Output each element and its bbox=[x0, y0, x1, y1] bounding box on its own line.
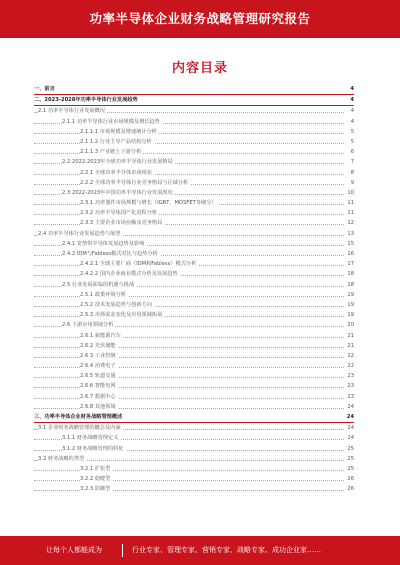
toc-entry[interactable] bbox=[34, 127, 354, 137]
toc-entry-label: 2.2.1 全球功率半导体市场现状 bbox=[80, 168, 154, 178]
toc-entry-page: 6 bbox=[349, 147, 354, 157]
toc-entry-page: 13 bbox=[345, 229, 354, 239]
toc-entry-page: 23 bbox=[345, 392, 354, 402]
toc-entry-label: 一、前言 bbox=[34, 84, 57, 94]
toc-entry-page: 19 bbox=[345, 290, 354, 300]
toc-entry[interactable] bbox=[34, 178, 354, 188]
toc-entry-label: 2.6.5 轨道交通 bbox=[80, 371, 118, 381]
report-header bbox=[0, 0, 400, 38]
toc-entry-page: 8 bbox=[349, 168, 354, 178]
toc-entry[interactable] bbox=[34, 117, 354, 127]
toc-entry-label: 2.1.1.1 市场规模及增速统计分析 bbox=[80, 127, 159, 137]
toc-entry[interactable] bbox=[34, 371, 354, 381]
toc-entry-page: 23 bbox=[345, 371, 354, 381]
toc-entry-page: 20 bbox=[345, 320, 354, 330]
toc-entry-label: 2.1.1 功率半导体行业市场规模及增长趋势 bbox=[62, 117, 162, 127]
toc-entry-label: 2.4 功率半导体行业发展趋势与展望 bbox=[38, 229, 123, 239]
toc-entry-label: 2.6.7 数据中心 bbox=[80, 392, 118, 402]
toc-entry[interactable] bbox=[34, 381, 354, 391]
toc-entry-label: 2.6.8 其他领域 bbox=[80, 402, 118, 412]
toc-entry[interactable] bbox=[34, 402, 354, 412]
toc-entry-page: 25 bbox=[345, 444, 354, 454]
toc-entry-label: 2.1 功率半导体行业发展概况 bbox=[38, 106, 107, 116]
toc-entry[interactable] bbox=[34, 269, 354, 279]
toc-entry-page: 4 bbox=[348, 84, 354, 94]
toc-entry[interactable] bbox=[34, 218, 354, 228]
toc-entry[interactable] bbox=[34, 454, 354, 464]
toc-entry[interactable] bbox=[34, 300, 354, 310]
toc-entry-page: 11 bbox=[345, 198, 354, 208]
toc-entry[interactable] bbox=[34, 208, 354, 218]
toc-entry[interactable] bbox=[34, 320, 354, 330]
footer-banner bbox=[0, 536, 400, 565]
toc-entry-label: 3.2.2 稳健型 bbox=[80, 474, 112, 484]
toc-entry-page: 18 bbox=[345, 280, 354, 290]
toc-entry[interactable] bbox=[34, 464, 354, 474]
toc-entry-label: 2.5 行业发展面临的机遇与挑战 bbox=[62, 280, 136, 290]
toc-entry[interactable] bbox=[34, 106, 354, 116]
toc-entry[interactable] bbox=[34, 433, 354, 443]
toc-entry-page: 10 bbox=[345, 188, 354, 198]
toc-entry[interactable] bbox=[34, 188, 354, 198]
toc-entry[interactable] bbox=[34, 361, 354, 371]
toc-entry-label: 2.4.2.1 全球主要厂商（IDM和Fabless）模式分析 bbox=[80, 259, 198, 269]
toc-entry-page: 5 bbox=[349, 137, 354, 147]
toc-entry-page: 22 bbox=[345, 361, 354, 371]
toc-entry-label: 2.5.3 市场需求变化及应用领域拓展 bbox=[80, 310, 164, 320]
toc-entry-page: 24 bbox=[345, 402, 354, 412]
toc-entry-label: 2.6 下游应用领域分析 bbox=[62, 320, 115, 330]
toc-entry[interactable] bbox=[34, 351, 354, 361]
toc-entry[interactable] bbox=[34, 259, 354, 269]
toc-entry-page: 23 bbox=[345, 381, 354, 391]
toc-entry-page: 7 bbox=[349, 157, 354, 167]
toc-entry[interactable] bbox=[34, 147, 354, 157]
toc-entry-label: 2.6.1 新能源汽车 bbox=[80, 331, 123, 341]
report-title: 功率半导体企业财务战略管理研究报告 bbox=[89, 11, 311, 26]
toc-entry-label: 2.1.1.3 产业链上下游分析 bbox=[80, 147, 143, 157]
toc-entry-page: 26 bbox=[345, 474, 354, 484]
toc-entry[interactable] bbox=[34, 392, 354, 402]
toc-entry-page: 24 bbox=[345, 433, 354, 443]
toc-entry-page: 17 bbox=[345, 259, 354, 269]
toc-entry-page: 26 bbox=[345, 484, 354, 494]
toc-entry-page: 11 bbox=[345, 208, 354, 218]
toc-entry-label: 3.1 企业财务战略管理的概念及内涵 bbox=[38, 423, 123, 433]
toc-entry[interactable] bbox=[34, 137, 354, 147]
toc-entry[interactable] bbox=[34, 331, 354, 341]
toc-entry-page: 21 bbox=[345, 331, 354, 341]
toc-entry-label: 2.6.2 光伏储能 bbox=[80, 341, 118, 351]
toc-heading: 内容目录 bbox=[171, 61, 228, 76]
toc-entry[interactable] bbox=[34, 95, 354, 106]
toc-entry-label: 3.1.1 财务战略管理定义 bbox=[62, 433, 120, 443]
toc-entry[interactable] bbox=[34, 341, 354, 351]
toc-entry-page: 15 bbox=[345, 239, 354, 249]
footer-tagline: 行业专家、管理专家、营销专家、战略专家、成功企业家…… bbox=[132, 546, 321, 554]
toc-entry-label: 2.3 2022-2023年中国功率半导体行业发展现状 bbox=[62, 188, 175, 198]
toc-entry-page: 24 bbox=[345, 423, 354, 433]
toc-entry[interactable] bbox=[34, 84, 354, 95]
toc-entry[interactable] bbox=[34, 484, 354, 494]
footer-slogan: 让每个人都能成为 bbox=[46, 546, 102, 554]
toc-entry-label: 二、2023-2028年功率半导体行业发展趋势 bbox=[34, 95, 140, 105]
toc-entry[interactable] bbox=[34, 157, 354, 167]
toc-entry-label: 2.5.1 政策环境分析 bbox=[80, 290, 128, 300]
toc-entry[interactable] bbox=[34, 280, 354, 290]
toc-entry-label: 2.2.2 全球功率半导体行业竞争格局与区域分析 bbox=[80, 178, 190, 188]
toc-entry-label: 2.6.6 智能电网 bbox=[80, 381, 118, 391]
toc-entry-page: 25 bbox=[345, 454, 354, 464]
toc-entry-label: 2.4.2.2 国内企业商业模式分析及发展趋势 bbox=[80, 269, 180, 279]
toc-entry-label: 3.1.2 财务战略管理的特征 bbox=[62, 444, 126, 454]
toc-entry-label: 2.3.2 功率半导体国产化进程分析 bbox=[80, 208, 159, 218]
toc-entry-page: 4 bbox=[349, 106, 354, 116]
toc-entry[interactable] bbox=[34, 290, 354, 300]
toc-entry[interactable] bbox=[34, 412, 354, 423]
toc-entry-label: 3.2 财务战略的类型 bbox=[38, 454, 86, 464]
toc-entry-page: 19 bbox=[345, 300, 354, 310]
toc-entry-page: 16 bbox=[345, 249, 354, 259]
toc-entry-page: 22 bbox=[345, 351, 354, 361]
toc-entry-page: 18 bbox=[345, 269, 354, 279]
toc-entry-label: 2.2 2022-2023年全球功率半导体行业发展格局 bbox=[62, 157, 175, 167]
toc-entry-label: 2.6.4 消费电子 bbox=[80, 361, 118, 371]
toc-entry-page: 25 bbox=[345, 464, 354, 474]
toc-entry-page: 4 bbox=[349, 117, 354, 127]
toc-entry-page: 5 bbox=[349, 127, 354, 137]
toc-entry-label: 3.2.1 扩张型 bbox=[80, 464, 112, 474]
toc-entry[interactable] bbox=[34, 423, 354, 433]
toc-entry-page: 19 bbox=[345, 310, 354, 320]
footer-divider bbox=[122, 544, 123, 557]
toc-entry-label: 2.1.1.2 行业主导产品结构分析 bbox=[80, 137, 154, 147]
toc-entry-label: 三、功率半导体企业财务战略管理概述 bbox=[34, 412, 124, 422]
toc-entry[interactable] bbox=[34, 168, 354, 178]
toc-entry-page: 21 bbox=[345, 341, 354, 351]
toc-entry-page: 12 bbox=[345, 218, 354, 228]
toc-entry[interactable] bbox=[34, 198, 354, 208]
toc-entry-label: 2.4.2 IDM与Fabless模式对比与趋势分析 bbox=[62, 249, 160, 259]
toc-entry-page: 24 bbox=[345, 412, 354, 422]
toc-entry-label: 2.5.2 技术发展趋势与创新方向 bbox=[80, 300, 154, 310]
toc-entry-label: 3.2.3 防御型 bbox=[80, 484, 112, 494]
toc-entry[interactable] bbox=[34, 229, 354, 239]
toc-entry-page: 9 bbox=[349, 178, 354, 188]
toc-entry[interactable] bbox=[34, 310, 354, 320]
toc-entry-label: 2.3.3 主要企业市场份额及竞争格局 bbox=[80, 218, 164, 228]
toc-entry[interactable] bbox=[34, 249, 354, 259]
toc-entry-page: 4 bbox=[348, 95, 354, 105]
toc-entry[interactable] bbox=[34, 474, 354, 484]
toc-entry-label: 2.4.1 宽禁带半导体发展趋势及影响 bbox=[62, 239, 146, 249]
toc-entry[interactable] bbox=[34, 239, 354, 249]
toc-entry-label: 2.3.1 功率器件市场规模与增长（IGBT、MOSFET等细分） bbox=[80, 198, 219, 208]
toc-entry-label: 2.6.3 工业控制 bbox=[80, 351, 118, 361]
toc-entry[interactable] bbox=[34, 444, 354, 454]
table-of-contents bbox=[34, 84, 354, 495]
